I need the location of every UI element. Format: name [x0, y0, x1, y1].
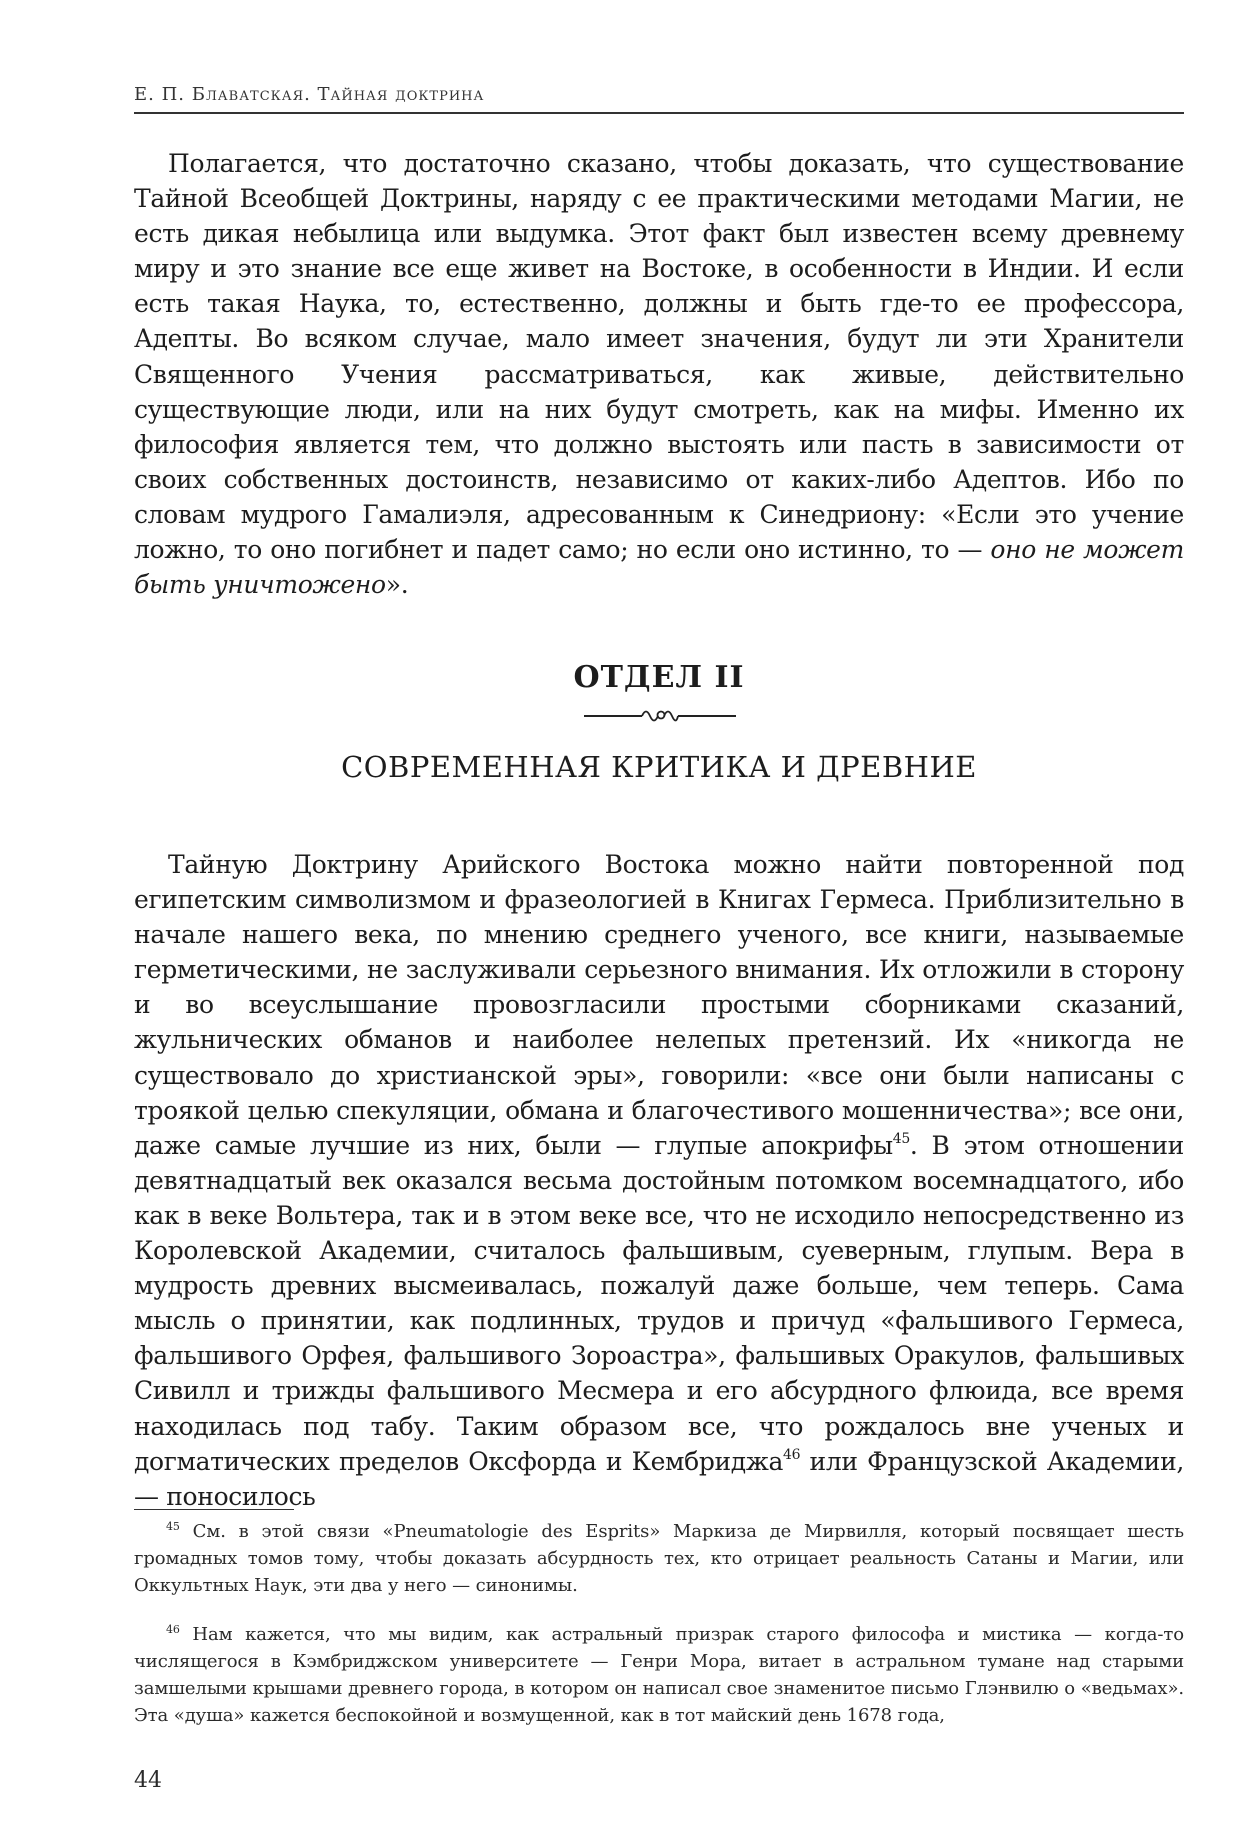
footnote-ref-45[interactable]: 45: [892, 1130, 910, 1147]
header-rule: [134, 112, 1184, 114]
footnote-text: Нам кажется, что мы видим, как астральный призрак старого философа и мистика — когда-то числящегося в Кэмбриджском университете — Генри Мора, витает в астральном тумане над старыми замшелыми крышами древнего города, в котором он написал свое знаменитое письмо Глэнвилю о «ведьмах». Эта «душа» кажется беспокойной и возмущенной, как в тот майский день 1678 года,: [134, 1624, 1184, 1726]
paragraph-2-part-1: Тайную Доктрину Арийского Востока можно найти повторенной под египетским символизмом и фразеологией в Книгах Гермеса. Приблизительно в начале нашего века, по мнению среднего ученого, все книги, называемые герметическими, не заслуживали серьезного внимания. Их отложили в сторону и во всеуслышание провозгласили простыми сборниками сказаний, жульнических обманов и наиболее нелепых претензий. Их «никогда не существовало до христианской эры», говорили: «все они были написаны с троякой целью спекуляции, обмана и благочестивого мошенничества»; все они, даже самые лучшие из них, были — глупые апокрифы: [134, 850, 1184, 1160]
footnote-rule: [134, 1509, 294, 1510]
footnote-text: См. в этой связи «Pneumatologie des Esprits» Маркиза де Мирвилля, который посвящает шесть громадных томов тому, чтобы доказать абсурдность тех, кто отрицает реальность Сатаны и Магии, или Оккультных Наук, эти два у него — синонимы.: [134, 1521, 1184, 1596]
paragraph-1-emphasis: оно не может быть уничтожено: [134, 535, 1184, 600]
running-head-author: Е. П. Блаватская.: [134, 84, 311, 105]
running-head: [134, 84, 1184, 105]
paragraph-1: [134, 146, 1184, 602]
paragraph-1-text: Полагается, что достаточно сказано, чтобы доказать, что существование Тайной Всеобщей Доктрины, наряду с ее практическими методами Магии, не есть дикая небылица или выдумка. Этот факт был известен всему древнему миру и это знание все еще живет на Востоке, в особенности в Индии. И если есть такая Наука, то, естественно, должны и быть где-то ее профессора, Адепты. Во всяком случае, мало имеет значения, будут ли эти Хранители Священного Учения рассматриваться, как живые, действительно существующие люди, или на них будут смотреть, как на мифы. Именно их философия является тем, что должно выстоять или пасть в зависимости от своих собственных достоинств, независимо от каких-либо Адептов. Ибо по словам мудрого Гамалиэля, адресованным к Синедриону: «Если это учение ложно, то оно погибнет и падет само; но если оно истинно, то —: [134, 149, 1184, 565]
paragraph-1-closing: ».: [385, 570, 409, 600]
ornament-divider: [580, 703, 740, 727]
paragraph-2: [134, 847, 1184, 1514]
footnote-46: [134, 1621, 1184, 1729]
paragraph-2-part-3: или Французской Академии, — поносилось: [134, 1446, 1184, 1511]
paragraph-2-part-2: . В этом отношении девятнадцатый век оказался весьма достойным потомком восемнадцатого, ибо как в веке Вольтера, так и в этом веке все, что не исходило непосредственно из Королевской Академии, считалось фальшивым, суеверным, глупым. Вера в мудрость древних высмеивалась, пожалуй даже больше, чем теперь. Сама мысль о принятии, как подлинных, трудов и причуд «фальшивого Гермеса, фальшивого Орфея, фальшивого Зороастра», фальшивых Оракулов, фальшивых Сивилл и трижды фальшивого Месмера и его абсурдного флюида, все время находилась под табу. Таким образом все, что рождалось вне ученых и догматических пределов Оксфорда и Кембриджа: [134, 1130, 1184, 1476]
section-title: СОВРЕМЕННАЯ КРИТИКА И ДРЕВНИЕ: [341, 750, 977, 784]
running-head-title: Тайная доктрина: [317, 84, 485, 105]
footnote-45: [134, 1518, 1184, 1599]
page-number: 44: [134, 1768, 162, 1793]
footnote-ref-46[interactable]: 46: [783, 1446, 801, 1463]
section-number: ОТДЕЛ II: [573, 660, 745, 695]
footnote-number: 46: [166, 1623, 180, 1636]
footnote-number: 45: [166, 1520, 180, 1533]
